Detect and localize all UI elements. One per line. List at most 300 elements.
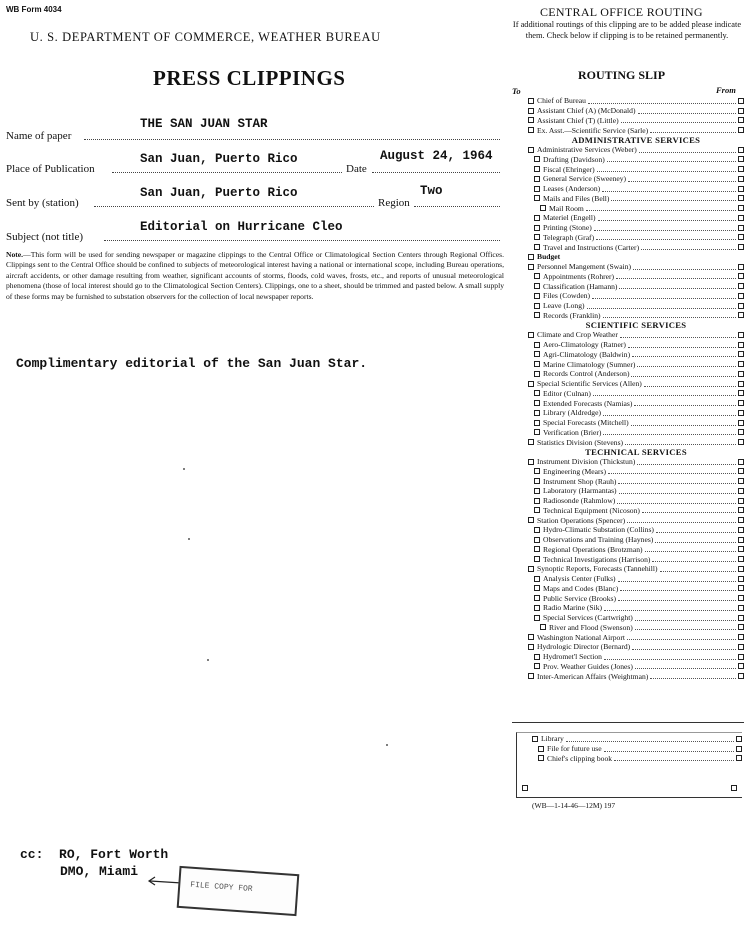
department-heading: U. S. DEPARTMENT OF COMMERCE, WEATHER BUREAU xyxy=(30,30,381,44)
sent-by-rule xyxy=(94,206,374,207)
to-checkbox[interactable] xyxy=(534,546,540,552)
leader-dots xyxy=(617,498,736,504)
routing-row-label: Station Operations (Spencer) xyxy=(537,515,626,525)
routing-row-label: Radio Marine (Sik) xyxy=(543,603,603,613)
from-checkbox[interactable] xyxy=(738,390,744,396)
to-checkbox[interactable] xyxy=(534,186,540,192)
routing-row[interactable] xyxy=(528,671,744,681)
to-checkbox[interactable] xyxy=(528,459,534,465)
routing-row[interactable] xyxy=(528,584,744,594)
date-rule xyxy=(372,172,500,173)
routing-row[interactable] xyxy=(528,642,744,652)
leader-dots xyxy=(602,186,736,192)
to-checkbox[interactable] xyxy=(534,420,540,426)
to-label: To xyxy=(512,86,521,96)
routing-row[interactable] xyxy=(528,593,744,603)
from-checkbox[interactable] xyxy=(738,283,744,289)
routing-row[interactable] xyxy=(528,203,744,213)
to-checkbox[interactable] xyxy=(538,755,544,761)
routing-row-label: Special Forecasts (Mitchell) xyxy=(543,418,629,428)
from-checkbox[interactable] xyxy=(738,108,744,114)
routing-list xyxy=(528,96,744,681)
from-checkbox[interactable] xyxy=(738,225,744,231)
routing-row[interactable] xyxy=(528,652,744,662)
from-checkbox[interactable] xyxy=(738,156,744,162)
routing-row-label: File for future use xyxy=(547,744,602,754)
routing-row-label: Hydromet'l Section xyxy=(543,652,602,662)
routing-row[interactable] xyxy=(528,350,744,360)
leader-dots xyxy=(660,566,736,572)
to-checkbox[interactable] xyxy=(528,644,534,650)
routing-row[interactable] xyxy=(528,535,744,545)
to-checkbox[interactable] xyxy=(540,624,546,630)
to-checkbox[interactable] xyxy=(534,585,540,591)
routing-row-label: Special Services (Cartwright) xyxy=(543,613,633,623)
to-checkbox[interactable] xyxy=(534,478,540,484)
to-checkbox[interactable] xyxy=(528,517,534,523)
routing-row[interactable] xyxy=(528,506,744,516)
to-checkbox[interactable] xyxy=(534,312,540,318)
leader-dots xyxy=(644,381,736,387)
from-checkbox[interactable] xyxy=(738,361,744,367)
leader-dots xyxy=(650,673,736,679)
routing-row[interactable] xyxy=(528,145,744,155)
leader-dots xyxy=(618,478,736,484)
note-text: —This form will be used for sending newspaper or magazine clippings to the Central Office or Climatological Section Centers through Regional Offices. Clippings sent to the Central Office should be confined to subjects of meteorological interest having a national or international scope, including Bureau operations, aircraft accidents, or other damage resulting from weather, significant accounts of storms, floods, cold waves, frosts, etc., and reports of unusual meteorological phenomena (those of local interest should go to the Climatological Section Centers). Clippings, one to a sheet, should be trimmed and pasted below. A small supply of these forms may be furnished to substation observers for the collection of local newspaper reports. xyxy=(6,250,504,301)
arrow-icon xyxy=(146,876,182,888)
leader-dots xyxy=(598,215,737,221)
routing-row[interactable] xyxy=(528,613,744,623)
extra-checkbox-right[interactable] xyxy=(731,785,737,791)
routing-row[interactable] xyxy=(528,125,744,135)
speck xyxy=(386,744,388,746)
routing-row-label: Engineering (Mears) xyxy=(543,466,607,476)
routing-row[interactable] xyxy=(528,525,744,535)
from-checkbox[interactable] xyxy=(738,546,744,552)
leader-dots xyxy=(637,459,736,465)
leader-dots xyxy=(618,595,736,601)
routing-row[interactable] xyxy=(528,545,744,555)
from-checkbox[interactable] xyxy=(736,736,742,742)
routing-row-label: Records Control (Anderson) xyxy=(543,369,630,379)
leader-dots xyxy=(621,117,736,123)
leader-dots xyxy=(596,234,736,240)
leader-dots xyxy=(635,663,736,669)
routing-row-label: Telegraph (Graf) xyxy=(543,232,595,242)
routing-row-label: Washington National Airport xyxy=(537,632,625,642)
routing-row[interactable] xyxy=(528,291,744,301)
routing-row-label: Assistant Chief (A) (McDonald) xyxy=(537,106,636,116)
routing-row-label: Synoptic Reports, Forecasts (Tannehill) xyxy=(537,564,658,574)
from-checkbox[interactable] xyxy=(738,303,744,309)
routing-row[interactable] xyxy=(528,223,744,233)
leader-dots xyxy=(645,546,736,552)
region-value: Two xyxy=(420,184,443,198)
to-checkbox[interactable] xyxy=(528,332,534,338)
leader-dots xyxy=(625,439,736,445)
from-checkbox[interactable] xyxy=(736,755,742,761)
from-checkbox[interactable] xyxy=(738,273,744,279)
leader-dots xyxy=(587,303,736,309)
routing-row[interactable] xyxy=(528,252,744,262)
leader-dots xyxy=(619,283,736,289)
routing-row[interactable] xyxy=(528,632,744,642)
complimentary-line: Complimentary editorial of the San Juan Star. xyxy=(16,356,368,371)
date-value: August 24, 1964 xyxy=(380,149,493,163)
routing-row[interactable] xyxy=(532,744,742,754)
to-checkbox[interactable] xyxy=(534,556,540,562)
to-checkbox[interactable] xyxy=(534,429,540,435)
from-checkbox[interactable] xyxy=(738,147,744,153)
from-checkbox[interactable] xyxy=(738,478,744,484)
to-checkbox[interactable] xyxy=(528,264,534,270)
routing-row-label: Chief's clipping book xyxy=(547,753,613,763)
to-checkbox[interactable] xyxy=(528,673,534,679)
to-checkbox[interactable] xyxy=(534,654,540,660)
routing-row[interactable] xyxy=(528,194,744,204)
routing-row-label: Assistant Chief (T) (Little) xyxy=(537,115,619,125)
subject-value: Editorial on Hurricane Cleo xyxy=(140,220,343,234)
from-label: From xyxy=(716,85,736,95)
from-checkbox[interactable] xyxy=(738,332,744,338)
from-checkbox[interactable] xyxy=(738,585,744,591)
to-checkbox[interactable] xyxy=(534,234,540,240)
routing-row-label: Administrative Services (Weber) xyxy=(537,145,637,155)
routing-row[interactable] xyxy=(528,486,744,496)
to-checkbox[interactable] xyxy=(534,400,540,406)
to-checkbox[interactable] xyxy=(534,615,540,621)
to-checkbox[interactable] xyxy=(528,127,534,133)
leader-dots xyxy=(588,98,736,104)
to-checkbox[interactable] xyxy=(534,176,540,182)
leader-dots xyxy=(632,351,736,357)
routing-row-label: Radiosonde (Rahmlow) xyxy=(543,496,616,506)
from-checkbox[interactable] xyxy=(738,615,744,621)
routing-row[interactable] xyxy=(532,734,742,744)
routing-row-label: Mails and Files (Bell) xyxy=(543,193,610,203)
from-checkbox[interactable] xyxy=(738,186,744,192)
from-checkbox[interactable] xyxy=(738,351,744,357)
from-checkbox[interactable] xyxy=(738,244,744,250)
from-checkbox[interactable] xyxy=(738,381,744,387)
wb-form-code: (WB—1-14-46—12M) 197 xyxy=(532,801,616,810)
to-checkbox[interactable] xyxy=(534,166,540,172)
region-rule xyxy=(414,206,500,207)
to-checkbox[interactable] xyxy=(534,537,540,543)
subject-rule xyxy=(104,240,500,241)
from-checkbox[interactable] xyxy=(738,312,744,318)
from-checkbox[interactable] xyxy=(738,537,744,543)
routing-row[interactable] xyxy=(528,262,744,272)
routing-row[interactable] xyxy=(528,164,744,174)
from-checkbox[interactable] xyxy=(738,576,744,582)
routing-row-label: Special Scientific Services (Allen) xyxy=(537,379,642,389)
to-checkbox[interactable] xyxy=(528,117,534,123)
to-checkbox[interactable] xyxy=(534,351,540,357)
to-checkbox[interactable] xyxy=(534,595,540,601)
routing-row-label: Prov. Weather Guides (Jones) xyxy=(543,661,633,671)
from-checkbox[interactable] xyxy=(738,215,744,221)
routing-row[interactable] xyxy=(528,564,744,574)
from-checkbox[interactable] xyxy=(738,595,744,601)
from-checkbox[interactable] xyxy=(738,624,744,630)
routing-row[interactable] xyxy=(528,340,744,350)
leader-dots xyxy=(593,390,736,396)
leader-dots xyxy=(616,273,736,279)
leader-dots xyxy=(586,205,736,211)
from-checkbox[interactable] xyxy=(738,644,744,650)
routing-row-label: Statistics Division (Stevens) xyxy=(537,437,624,447)
routing-row-label: Instrument Shop (Rauh) xyxy=(543,476,617,486)
leader-dots xyxy=(594,225,736,231)
to-checkbox[interactable] xyxy=(528,254,534,260)
from-checkbox[interactable] xyxy=(738,176,744,182)
routing-row-label: Travel and Instructions (Carter) xyxy=(543,242,640,252)
to-checkbox[interactable] xyxy=(534,498,540,504)
to-checkbox[interactable] xyxy=(534,663,540,669)
routing-row[interactable] xyxy=(528,184,744,194)
routing-row[interactable] xyxy=(528,233,744,243)
routing-row[interactable] xyxy=(528,496,744,506)
leader-dots xyxy=(656,527,736,533)
to-checkbox[interactable] xyxy=(528,108,534,114)
leader-dots xyxy=(631,420,736,426)
routing-row-label: Extended Forecasts (Namias) xyxy=(543,398,633,408)
routing-row-label: Hydrologic Director (Bernard) xyxy=(537,642,631,652)
leader-dots xyxy=(603,429,736,435)
routing-row-label: Library xyxy=(541,734,564,744)
leader-dots xyxy=(604,654,736,660)
leader-dots xyxy=(632,644,736,650)
routing-row[interactable] xyxy=(528,281,744,291)
routing-row[interactable] xyxy=(528,467,744,477)
routing-row[interactable] xyxy=(528,574,744,584)
to-checkbox[interactable] xyxy=(528,634,534,640)
routing-row-label: Agri-Climatology (Baldwin) xyxy=(543,349,631,359)
from-checkbox[interactable] xyxy=(738,468,744,474)
to-checkbox[interactable] xyxy=(534,195,540,201)
leader-dots xyxy=(635,615,736,621)
from-checkbox[interactable] xyxy=(738,507,744,513)
leader-dots xyxy=(631,371,736,377)
routing-row-label: Leases (Anderson) xyxy=(543,184,601,194)
routing-row[interactable] xyxy=(528,242,744,252)
from-checkbox[interactable] xyxy=(738,293,744,299)
routing-row-label: Chief of Bureau xyxy=(537,96,586,106)
from-checkbox[interactable] xyxy=(738,556,744,562)
extra-checkbox-left[interactable] xyxy=(522,785,528,791)
sent-by-value: San Juan, Puerto Rico xyxy=(140,186,298,200)
routing-row[interactable] xyxy=(528,106,744,116)
routing-row[interactable] xyxy=(528,554,744,564)
routing-row-label: Files (Cowden) xyxy=(543,291,591,301)
to-checkbox[interactable] xyxy=(534,283,540,289)
routing-section-heading: ADMINISTRATIVE SERVICES xyxy=(571,135,701,145)
from-checkbox[interactable] xyxy=(738,264,744,270)
routing-row[interactable] xyxy=(528,301,744,311)
place-rule xyxy=(112,172,342,173)
to-checkbox[interactable] xyxy=(534,468,540,474)
routing-row-label: General Service (Sweeney) xyxy=(543,174,627,184)
leader-dots xyxy=(652,556,736,562)
from-checkbox[interactable] xyxy=(738,654,744,660)
routing-row-label: Instrument Division (Thickstun) xyxy=(537,457,636,467)
to-checkbox[interactable] xyxy=(528,98,534,104)
from-checkbox[interactable] xyxy=(738,605,744,611)
leader-dots xyxy=(603,410,736,416)
routing-row[interactable] xyxy=(528,623,744,633)
from-checkbox[interactable] xyxy=(736,746,742,752)
routing-row[interactable] xyxy=(528,437,744,447)
to-checkbox[interactable] xyxy=(534,361,540,367)
to-checkbox[interactable] xyxy=(534,390,540,396)
cc-label: cc: xyxy=(20,847,44,862)
to-checkbox[interactable] xyxy=(534,293,540,299)
to-checkbox[interactable] xyxy=(528,566,534,572)
from-checkbox[interactable] xyxy=(738,410,744,416)
to-checkbox[interactable] xyxy=(534,215,540,221)
routing-row-label: River and Flood (Swenson) xyxy=(549,622,633,632)
subject-label: Subject (not title) xyxy=(6,231,83,243)
from-checkbox[interactable] xyxy=(738,205,744,211)
page-title: PRESS CLIPPINGS xyxy=(153,66,346,90)
routing-row-label: Verification (Brier) xyxy=(543,427,602,437)
file-copy-stamp: FILE COPY FOR xyxy=(177,866,300,916)
leader-dots xyxy=(627,634,736,640)
routing-row[interactable] xyxy=(528,330,744,340)
leader-dots xyxy=(611,195,736,201)
routing-slip-title: ROUTING SLIP xyxy=(578,68,666,82)
to-checkbox[interactable] xyxy=(538,746,544,752)
routing-row-label: Public Service (Brooks) xyxy=(543,593,616,603)
to-checkbox[interactable] xyxy=(534,371,540,377)
from-checkbox[interactable] xyxy=(738,517,744,523)
routing-row-label: Materiel (Engell) xyxy=(543,213,596,223)
from-checkbox[interactable] xyxy=(738,498,744,504)
to-checkbox[interactable] xyxy=(534,273,540,279)
from-checkbox[interactable] xyxy=(738,127,744,133)
routing-row[interactable] xyxy=(528,155,744,165)
leader-dots xyxy=(655,537,736,543)
from-checkbox[interactable] xyxy=(738,566,744,572)
routing-row[interactable] xyxy=(532,754,742,764)
to-checkbox[interactable] xyxy=(534,576,540,582)
to-checkbox[interactable] xyxy=(534,303,540,309)
to-checkbox[interactable] xyxy=(528,381,534,387)
to-checkbox[interactable] xyxy=(534,507,540,513)
leader-dots xyxy=(634,400,736,406)
routing-row[interactable] xyxy=(528,515,744,525)
leader-dots xyxy=(608,468,736,474)
from-checkbox[interactable] xyxy=(738,488,744,494)
routing-row[interactable] xyxy=(528,272,744,282)
leader-dots xyxy=(638,108,737,114)
routing-row[interactable] xyxy=(528,369,744,379)
routing-row[interactable] xyxy=(528,408,744,418)
to-checkbox[interactable] xyxy=(534,156,540,162)
from-checkbox[interactable] xyxy=(738,439,744,445)
routing-row[interactable] xyxy=(528,418,744,428)
routing-row[interactable] xyxy=(528,379,744,389)
note-prefix: Note. xyxy=(6,250,24,259)
to-checkbox[interactable] xyxy=(528,439,534,445)
from-checkbox[interactable] xyxy=(738,634,744,640)
leader-dots xyxy=(633,264,736,270)
routing-row-label: Drafting (Davidson) xyxy=(543,154,605,164)
library-list xyxy=(532,734,742,763)
routing-row[interactable] xyxy=(528,476,744,486)
routing-row-label: Hydro-Climatic Substation (Collins) xyxy=(543,525,654,535)
to-checkbox[interactable] xyxy=(534,225,540,231)
from-checkbox[interactable] xyxy=(738,527,744,533)
routing-row[interactable] xyxy=(528,116,744,126)
leader-dots xyxy=(597,166,736,172)
routing-row-label: Ex. Asst.—Scientific Service (Sarle) xyxy=(537,125,649,135)
routing-row[interactable] xyxy=(528,359,744,369)
cc-block xyxy=(20,846,168,880)
routing-row[interactable] xyxy=(528,96,744,106)
from-checkbox[interactable] xyxy=(738,234,744,240)
routing-title: CENTRAL OFFICE ROUTING xyxy=(540,5,703,19)
to-checkbox[interactable] xyxy=(540,205,546,211)
from-checkbox[interactable] xyxy=(738,371,744,377)
routing-row[interactable] xyxy=(528,174,744,184)
sent-by-label: Sent by (station) xyxy=(6,197,79,209)
routing-row-label: Leave (Long) xyxy=(543,301,585,311)
routing-row[interactable] xyxy=(528,428,744,438)
routing-row-label: Analysis Center (Fulks) xyxy=(543,574,616,584)
routing-row-label: Mail Room xyxy=(549,203,584,213)
instructions-note xyxy=(6,250,504,302)
routing-row-label: Classification (Hamann) xyxy=(543,281,618,291)
name-of-paper-rule xyxy=(84,139,500,140)
to-checkbox[interactable] xyxy=(532,736,538,742)
routing-row[interactable] xyxy=(528,398,744,408)
leader-dots xyxy=(641,244,736,250)
from-checkbox[interactable] xyxy=(738,342,744,348)
routing-row[interactable] xyxy=(528,662,744,672)
to-checkbox[interactable] xyxy=(528,147,534,153)
routing-subtitle: If additional routings of this clipping are to be added please indicate them. Check below if clipping is to be retained permanently. xyxy=(512,20,742,40)
routing-bottom-rule xyxy=(512,722,744,723)
from-checkbox[interactable] xyxy=(738,400,744,406)
from-checkbox[interactable] xyxy=(738,673,744,679)
from-checkbox[interactable] xyxy=(738,459,744,465)
from-checkbox[interactable] xyxy=(738,98,744,104)
leader-dots xyxy=(603,312,736,318)
from-checkbox[interactable] xyxy=(738,420,744,426)
from-checkbox[interactable] xyxy=(738,195,744,201)
from-checkbox[interactable] xyxy=(738,117,744,123)
routing-row[interactable] xyxy=(528,389,744,399)
leader-dots xyxy=(566,736,734,742)
to-checkbox[interactable] xyxy=(534,410,540,416)
routing-row[interactable] xyxy=(528,457,744,467)
routing-row[interactable] xyxy=(528,603,744,613)
from-checkbox[interactable] xyxy=(738,663,744,669)
routing-row[interactable] xyxy=(528,311,744,321)
leader-dots xyxy=(650,127,736,133)
routing-row-label: Technical Equipment (Nicoson) xyxy=(543,505,640,515)
to-checkbox[interactable] xyxy=(534,342,540,348)
to-checkbox[interactable] xyxy=(534,527,540,533)
routing-row[interactable] xyxy=(528,213,744,223)
to-checkbox[interactable] xyxy=(534,488,540,494)
from-checkbox[interactable] xyxy=(738,429,744,435)
to-checkbox[interactable] xyxy=(534,244,540,250)
from-checkbox[interactable] xyxy=(738,166,744,172)
to-checkbox[interactable] xyxy=(534,605,540,611)
